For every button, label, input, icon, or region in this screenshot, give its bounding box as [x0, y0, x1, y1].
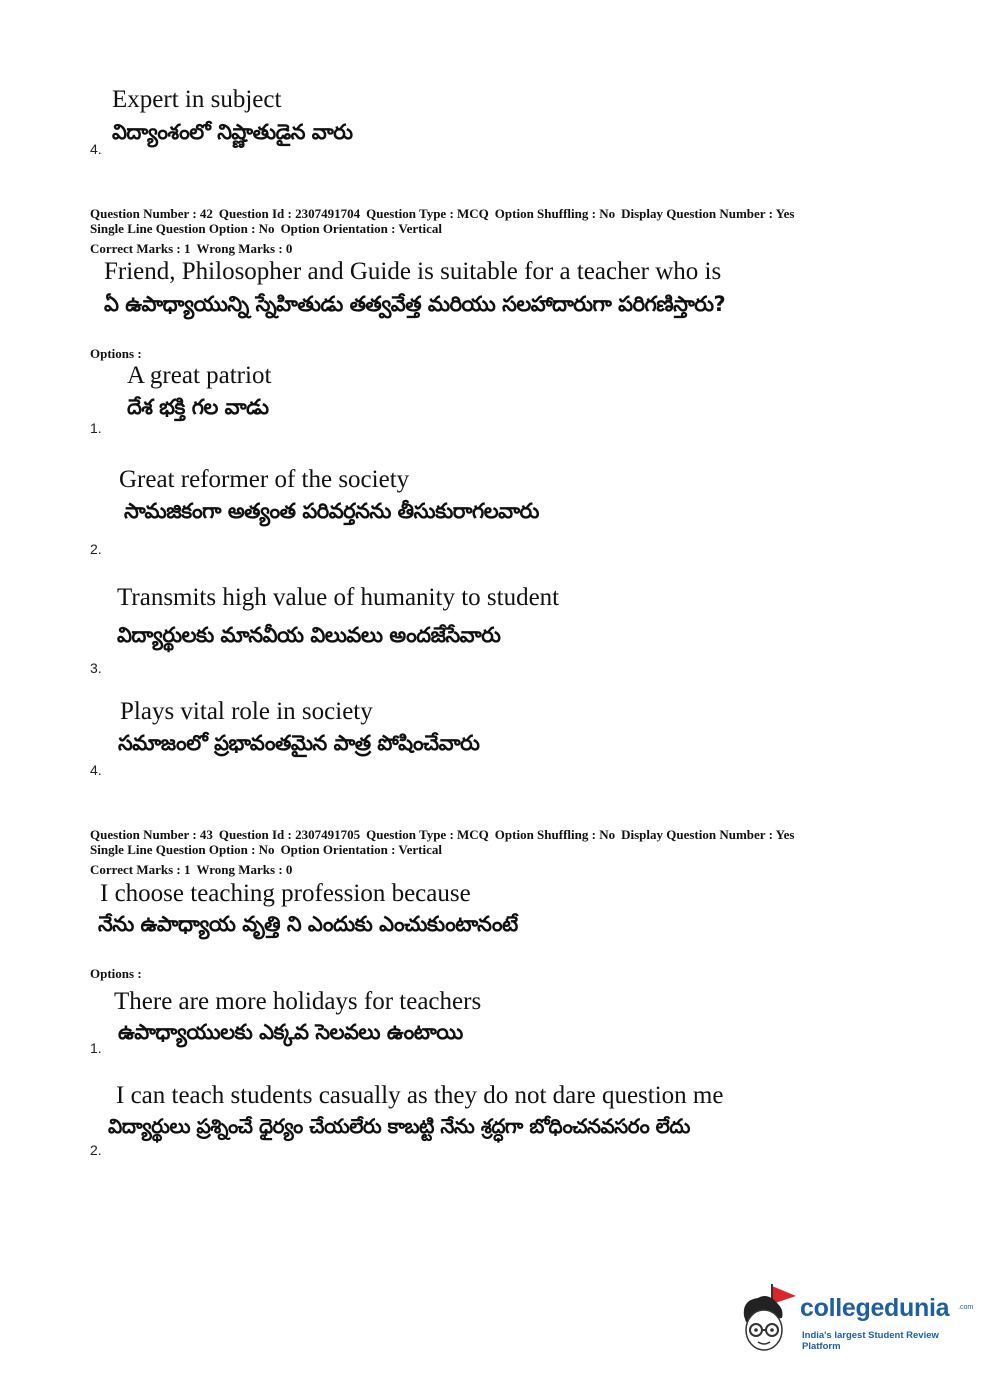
collegedunia-logo — [738, 1282, 978, 1362]
q42-question-en: Friend, Philosopher and Guide is suitable for a teacher who is — [104, 258, 722, 285]
q42-option-2-te: సామజికంగా అత్యంత పరివర్తనను తీసుకురాగలవారు — [124, 499, 539, 523]
q43-option-2-number: 2. — [90, 1142, 102, 1158]
q42-option-1-te: దేశ భక్తి గల వాడు — [127, 395, 269, 419]
q42-meta-line-2: Single Line Question Option : No Option Orientation : Vertical — [90, 221, 442, 236]
q43-meta-line-3: Correct Marks : 1 Wrong Marks : 0 — [90, 862, 293, 877]
logo-com: .com — [958, 1304, 974, 1311]
q42-option-2-en: Great reformer of the society — [119, 466, 410, 493]
mascot-icon — [738, 1282, 798, 1362]
q41-option-4-en: Expert in subject — [112, 86, 282, 113]
q43-question-te: నేను ఉపాధ్యాయ వృత్తి ని ఎందుకు ఎంచుకుంటానంటే — [98, 912, 518, 936]
q42-meta-line-1: Question Number : 42 Question Id : 2307491704 Question Type : MCQ Option Shuffling : No Display Question Number : Yes — [90, 206, 795, 221]
logo-tagline: India's largest Student Review Platform — [802, 1330, 939, 1352]
q42-meta-line-3: Correct Marks : 1 Wrong Marks : 0 — [90, 241, 293, 256]
q42-option-4-number: 4. — [90, 762, 102, 778]
q43-option-1-number: 1. — [90, 1040, 102, 1056]
q43-meta-line-1: Question Number : 43 Question Id : 2307491705 Question Type : MCQ Option Shuffling : No Display Question Number : Yes — [90, 827, 795, 842]
q42-meta — [90, 206, 806, 256]
q42-options-label: Options : — [90, 346, 142, 361]
q43-meta — [90, 827, 806, 877]
logo-name: collegedunia — [800, 1294, 950, 1322]
q42-option-2-number: 2. — [90, 541, 102, 557]
q43-options-label: Options : — [90, 966, 142, 981]
q42-question-te: ఏ ఉపాధ్యాయున్ని స్నేహితుడు తత్వవేత్త మరియు సలహాదారుగా పరిగణిస్తారు? — [104, 292, 726, 316]
q42-option-3-te: విద్యార్థులకు మానవీయ విలువలు అందజేసేవారు — [117, 623, 501, 647]
q42-option-4-en: Plays vital role in society — [120, 698, 373, 725]
q42-option-1-number: 1. — [90, 420, 102, 436]
q42-option-3-number: 3. — [90, 660, 102, 676]
q43-option-2-en: I can teach students casually as they do not dare question me — [116, 1082, 724, 1109]
q43-question-en: I choose teaching profession because — [100, 880, 471, 907]
q42-option-3-en: Transmits high value of humanity to student — [117, 584, 560, 611]
q43-option-2-te: విద్యార్థులు ప్రశ్నించే ధైర్యం చేయలేరు కాబట్టి నేను శ్రద్ధగా బోధించనవసరం లేదు — [108, 1114, 690, 1138]
q43-meta-line-2: Single Line Question Option : No Option Orientation : Vertical — [90, 842, 442, 857]
q42-option-4-te: సమాజంలో ప్రభావంతమైన పాత్ర పోషించేవారు — [118, 731, 480, 755]
q41-option-4-te: విద్యాంశంలో నిష్ణాతుడైన వారు — [112, 120, 353, 144]
q41-option-4-number: 4. — [90, 141, 102, 157]
q42-option-1-en: A great patriot — [127, 362, 272, 389]
q43-option-1-te: ఉపాధ్యాయులకు ఎక్కవ సెలవలు ఉంటాయి — [118, 1020, 463, 1044]
q43-option-1-en: There are more holidays for teachers — [114, 988, 482, 1015]
